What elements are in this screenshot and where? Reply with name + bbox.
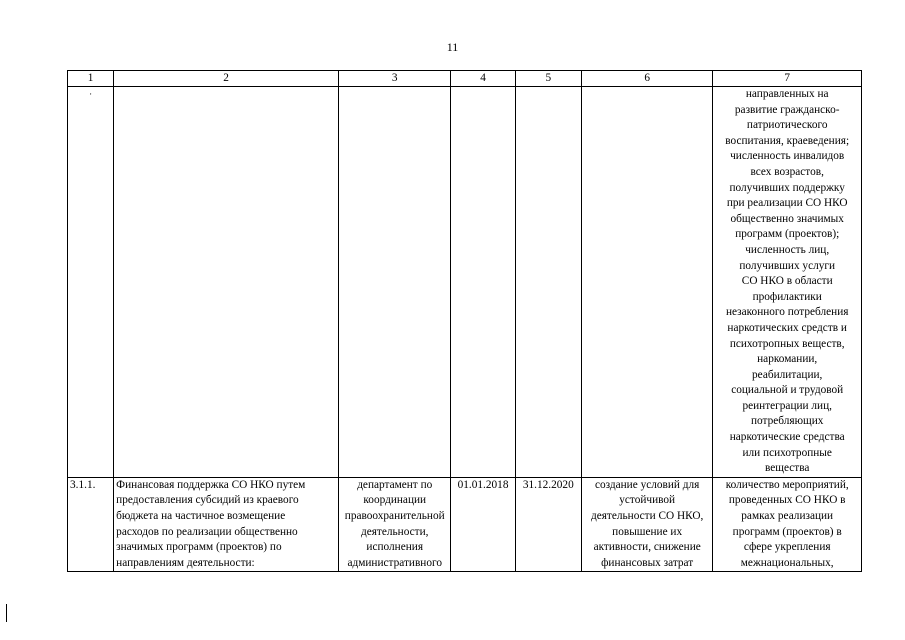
continuation-executor-cell bbox=[339, 87, 451, 478]
row-description-cell: Финансовая поддержка СО НКО путем предоставления субсидий из краевого бюджета на частичное возмещение расходов по реализации общественно значимых программ (проектов) по направлениям деятельности: bbox=[114, 477, 339, 572]
continuation-num-cell bbox=[68, 87, 114, 478]
table-row-3-1-1 bbox=[68, 477, 862, 572]
scan-edge-mark bbox=[6, 604, 7, 622]
continuation-indicator-cell: направленных на развитие гражданско- патриотического воспитания, краеведения; численность инвалидов всех возрастов, получивших поддержку при реализации СО НКО общественно значимых программ (проектов); численность лиц, получивших услуги СО НКО в области профилактики незаконного потребления наркотических средств и психотропных веществ, наркомании, реабилитации, социальной и трудовой реинтеграции лиц, потребляющих наркотические средства или психотропные вещества bbox=[713, 87, 862, 478]
header-col-7: 7 bbox=[713, 71, 862, 87]
continuation-mark: · bbox=[89, 89, 93, 99]
row-number-cell: 3.1.1. bbox=[68, 477, 114, 572]
table-row-continuation bbox=[68, 87, 862, 478]
continuation-result-cell bbox=[581, 87, 712, 478]
header-col-2: 2 bbox=[114, 71, 339, 87]
continuation-start-cell bbox=[451, 87, 515, 478]
row-end-date-cell: 31.12.2020 bbox=[515, 477, 581, 572]
row-start-date-cell: 01.01.2018 bbox=[451, 477, 515, 572]
continuation-end-cell bbox=[515, 87, 581, 478]
header-col-6: 6 bbox=[581, 71, 712, 87]
header-col-3: 3 bbox=[339, 71, 451, 87]
header-col-4: 4 bbox=[451, 71, 515, 87]
table-header-row bbox=[68, 71, 862, 87]
header-col-5: 5 bbox=[515, 71, 581, 87]
page-number: 11 bbox=[446, 40, 459, 54]
header-col-1: 1 bbox=[68, 71, 114, 87]
row-executor-cell: департамент по координации правоохранительной деятельности, исполнения административного bbox=[339, 477, 451, 572]
program-measures-table bbox=[67, 70, 862, 572]
row-indicator-cell: количество мероприятий, проведенных СО НКО в рамках реализации программ (проектов) в сфере укрепления межнациональных, bbox=[713, 477, 862, 572]
continuation-description-cell bbox=[114, 87, 339, 478]
row-result-cell: создание условий для устойчивой деятельности СО НКО, повышение их активности, снижение финансовых затрат bbox=[581, 477, 712, 572]
